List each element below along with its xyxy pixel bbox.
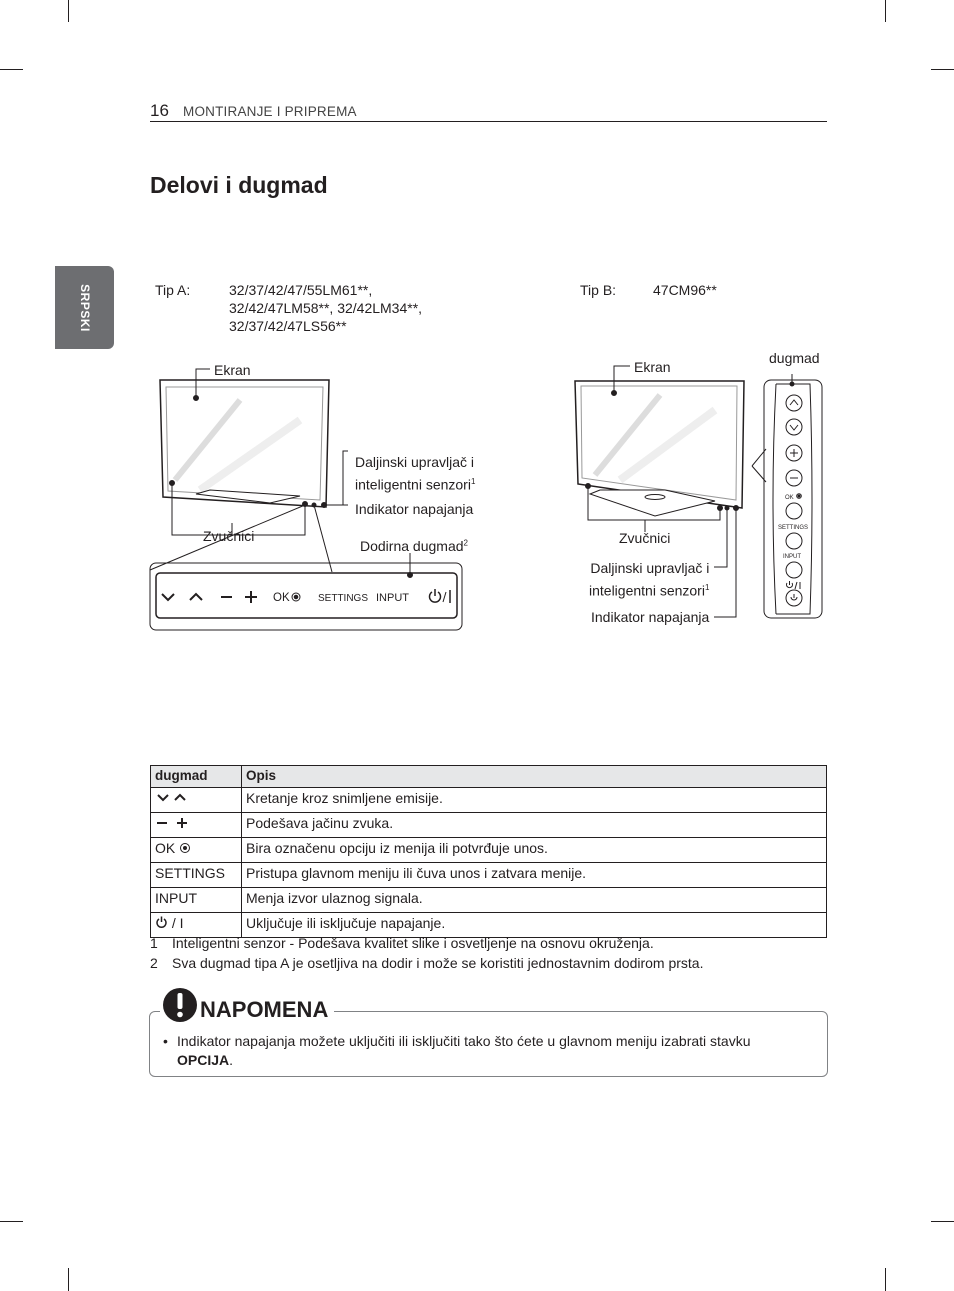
callout-text: inteligentni senzori <box>355 476 471 493</box>
column-header: Opis <box>242 766 827 788</box>
tip-a-label: Tip A: <box>155 282 191 298</box>
table-row <box>151 813 827 838</box>
callout-zvucnici-b: Zvučnici <box>619 530 671 546</box>
callout-text: Dodirna dugmad <box>360 538 464 554</box>
footnote <box>150 955 830 973</box>
exclamation-icon <box>162 987 198 1023</box>
tip-a-model-line: 32/37/42/47LS56** <box>229 318 347 334</box>
desc-cell: Pristupa glavnom meniju ili čuva unos i zatvara menije. <box>242 863 827 888</box>
desc-cell: Menja izvor ulaznog signala. <box>242 888 827 913</box>
crop-mark <box>0 1221 23 1222</box>
callout-line <box>589 578 709 601</box>
button-cell <box>151 913 242 938</box>
note-title: NAPOMENA <box>200 997 329 1022</box>
table-header-row <box>151 766 827 788</box>
callout-indikator: Indikator napajanja <box>355 501 474 517</box>
desc-cell: Uključuje ili isključuje napajanje. <box>242 913 827 938</box>
note-header <box>160 987 334 1027</box>
note-end: . <box>229 1052 234 1068</box>
footnote-number: 2 <box>150 955 158 971</box>
note-body <box>163 1032 803 1070</box>
crop-mark <box>68 1268 69 1291</box>
page-number: 16 <box>150 101 169 120</box>
table-row <box>151 838 827 863</box>
footnote-ref: 2 <box>463 538 468 548</box>
footnote <box>150 935 830 953</box>
column-header: dugmad <box>151 766 242 788</box>
footnote-text: Sva dugmad tipa A je osetljiva na dodir i može se koristiti jednostavnim dodirom prsta. <box>172 955 704 971</box>
svg-text:OK: OK <box>273 592 290 604</box>
callout-line <box>355 472 475 495</box>
button-label: / I <box>171 915 184 931</box>
callout-line: Daljinski upravljač i <box>590 560 710 576</box>
power-icon <box>155 915 168 928</box>
down-up-arrows-icon <box>155 790 191 804</box>
button-cell: SETTINGS <box>151 863 242 888</box>
callout-daljinski-b <box>589 559 709 601</box>
svg-text:INPUT: INPUT <box>376 592 409 604</box>
bullet: • <box>163 1033 168 1049</box>
svg-text:OK: OK <box>785 495 794 501</box>
tv-b-illustration <box>575 381 744 516</box>
footnote-ref: 1 <box>704 583 710 592</box>
table-row <box>151 913 827 938</box>
footnote-number: 1 <box>150 935 158 951</box>
language-label: SRPSKI <box>77 283 92 332</box>
crop-mark <box>931 1221 954 1222</box>
tip-a-model-line: 32/42/47LM58**, 32/42LM34**, <box>229 300 423 316</box>
callout-zvucnici: Zvučnici <box>203 528 255 544</box>
note-bold-term: OPCIJA <box>177 1052 230 1068</box>
note-text: Indikator napajanja možete uključiti ili isključiti tako što ćete u glavnom meniju izabrati stavku <box>177 1033 751 1049</box>
svg-text:INPUT: INPUT <box>783 554 801 560</box>
callout-ekran: Ekran <box>214 362 251 378</box>
button-cell <box>151 788 242 813</box>
table-row <box>151 863 827 888</box>
callout-dugmad-b: dugmad <box>769 350 820 366</box>
callout-line: Daljinski upravljač i <box>355 454 475 470</box>
minus-plus-icon <box>155 815 191 829</box>
note-paragraph <box>177 1032 803 1070</box>
button-table <box>150 765 827 938</box>
desc-cell: Bira označenu opciju iz menija ili potvrđuje unos. <box>242 838 827 863</box>
callout-ekran-b: Ekran <box>634 359 671 375</box>
callout-dodirna <box>360 538 468 554</box>
desc-cell: Kretanje kroz snimljene emisije. <box>242 788 827 813</box>
table-row <box>151 788 827 813</box>
footnote-ref: 1 <box>470 477 476 486</box>
tv-a-illustration <box>160 380 329 507</box>
page-title: Delovi i dugmad <box>150 172 328 198</box>
button-cell <box>151 838 242 863</box>
svg-text:SETTINGS: SETTINGS <box>778 525 809 531</box>
section-title: MONTIRANJE I PRIPREMA <box>183 104 357 119</box>
button-cell: INPUT <box>151 888 242 913</box>
callout-indikator-b: Indikator napajanja <box>591 609 710 625</box>
tip-a-model-line: 32/37/42/47/55LM61**, <box>229 282 373 298</box>
desc-cell: Podešava jačinu zvuka. <box>242 813 827 838</box>
tip-b-model: 47CM96** <box>653 282 717 298</box>
callout-text: inteligentni senzori <box>589 582 705 599</box>
ok-circle-icon <box>179 841 191 853</box>
tip-b-label: Tip B: <box>580 282 617 298</box>
table-row <box>151 888 827 913</box>
button-cell <box>151 813 242 838</box>
callout-daljinski <box>355 453 475 495</box>
svg-text:SETTINGS: SETTINGS <box>318 593 369 604</box>
crop-mark <box>885 1268 886 1291</box>
button-label: OK <box>155 840 176 856</box>
footnote-text: Inteligentni senzor - Podešava kvalitet slike i osvetljenje na osnovu okruženja. <box>172 935 654 951</box>
